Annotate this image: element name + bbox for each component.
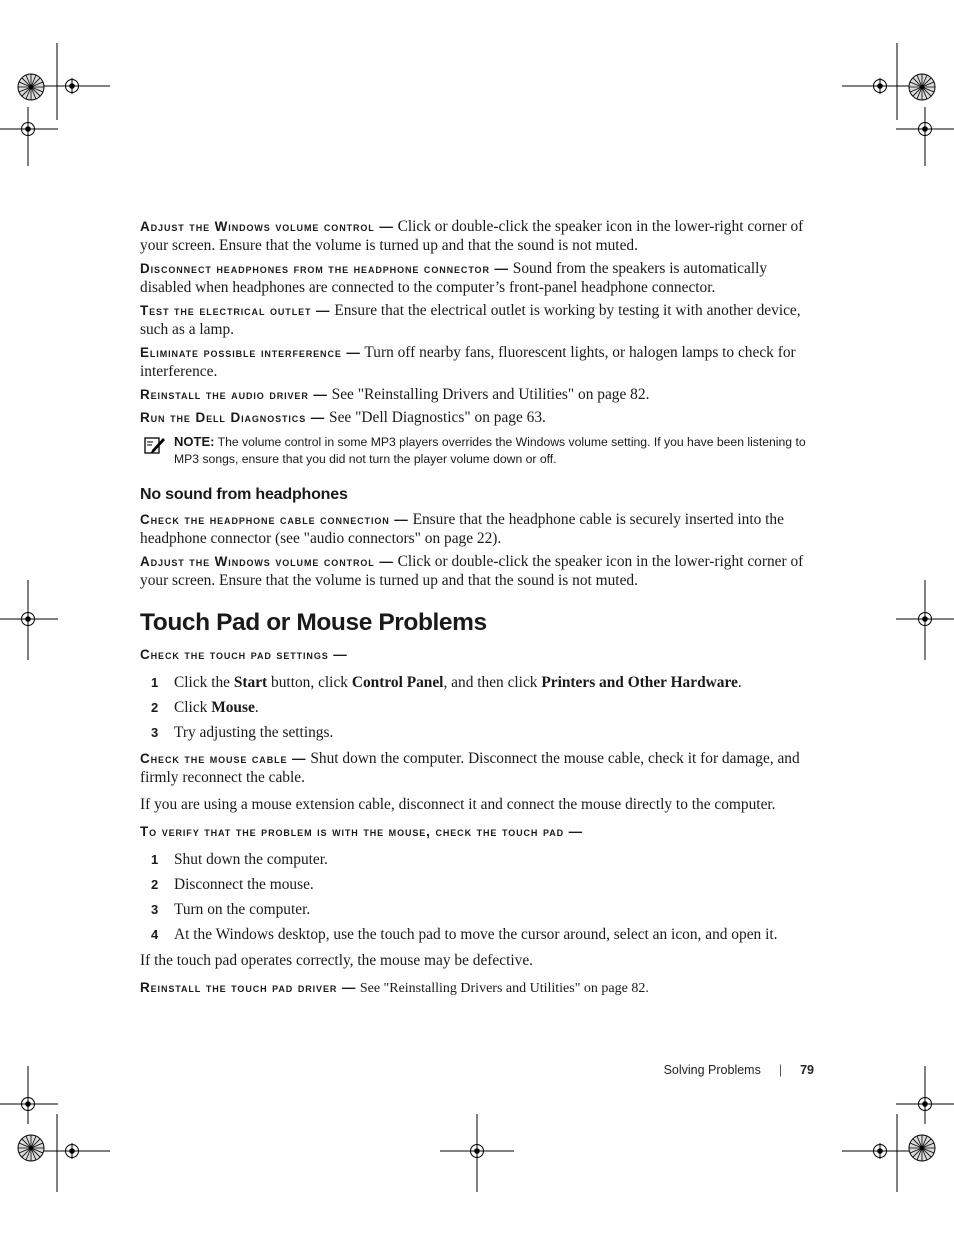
intro-items <box>140 217 812 427</box>
step-number: 2 <box>151 700 159 715</box>
list-item <box>140 720 812 745</box>
footer-section-title: Solving Problems <box>663 1063 761 1077</box>
tip-disconnect-headphones <box>140 259 812 297</box>
step-text: . <box>737 674 742 691</box>
tip-lead: Eliminate possible interference — <box>140 345 361 360</box>
tip-reinstall-audio-driver <box>140 385 812 404</box>
printers-hardware-ref: Printers and Other Hardware <box>541 674 738 691</box>
step-number: 4 <box>151 927 159 942</box>
list-item <box>140 670 812 695</box>
step-text: button, click <box>267 674 352 691</box>
touchpad-settings-steps <box>140 670 812 745</box>
tip-text: Sound from the speakers is automatically disabled when headphones are connected to the computer’s front-panel headphone connector. <box>140 260 768 296</box>
tip-text: Shut down the computer. Disconnect the mouse cable, check it for damage, and firmly reconnect the cable. <box>140 750 800 786</box>
tip-adjust-volume-2 <box>140 552 812 590</box>
note-box <box>140 433 812 468</box>
note-label: NOTE: <box>174 434 215 449</box>
defective-text: If the touch pad operates correctly, the mouse may be defective. <box>140 952 534 969</box>
list-item <box>140 897 812 922</box>
tip-test-outlet <box>140 301 812 339</box>
step-text: , and then click <box>443 674 542 691</box>
tip-text: Ensure that the electrical outlet is working by testing it with another device, such as a lamp. <box>140 302 801 338</box>
tip-check-mouse-cable <box>140 749 812 787</box>
tip-text: Ensure that the headphone cable is securely inserted into the headphone connector (see "audio connectors" on page 22). <box>140 511 784 547</box>
tip-lead: Adjust the Windows volume control — <box>140 219 394 234</box>
step-text: Try adjusting the settings. <box>174 724 334 741</box>
headphones-heading: No sound from headphones <box>140 486 348 503</box>
step-number: 3 <box>151 725 159 740</box>
note-text: The volume control in some MP3 players overrides the Windows volume setting. If you have been listening to MP3 songs, ensure that you did not turn the player volume down or off. <box>174 435 806 466</box>
step-text: At the Windows desktop, use the touch pad to move the cursor around, select an icon, and open it. <box>174 926 778 943</box>
tip-run-diagnostics <box>140 408 812 427</box>
step-text: . <box>254 699 259 716</box>
step-number: 1 <box>151 675 159 690</box>
tip-text: Turn off nearby fans, fluorescent lights, or halogen lamps to check for interference. <box>140 344 796 380</box>
tip-lead: Test the electrical outlet — <box>140 303 331 318</box>
tip-check-headphone-cable <box>140 510 812 548</box>
tip-text: Click or double-click the speaker icon in the lower-right corner of your screen. Ensure that the volume is turned up and that the sound is not muted. <box>140 553 804 589</box>
tip-text: Click or double-click the speaker icon in the lower-right corner of your screen. Ensure that the volume is turned up and that the sound is not muted. <box>140 218 804 254</box>
tip-text: See "Reinstalling Drivers and Utilities" on page 82. <box>331 386 650 403</box>
verify-mouse-steps <box>140 847 812 947</box>
list-item <box>140 847 812 872</box>
tip-check-touchpad-settings <box>140 645 812 664</box>
footer-separator: | <box>778 1063 783 1077</box>
mouse-ref: Mouse <box>211 699 255 716</box>
list-item <box>140 872 812 897</box>
tip-lead: Adjust the Windows volume control — <box>140 554 394 569</box>
page-footer <box>664 1063 814 1077</box>
tip-lead: To verify that the problem is with the mouse, check the touch pad — <box>140 824 584 839</box>
step-text: Disconnect the mouse. <box>174 876 314 893</box>
tip-lead: Check the headphone cable connection — <box>140 512 409 527</box>
step-number: 1 <box>151 852 159 867</box>
extension-cable-text: If you are using a mouse extension cable, disconnect it and connect the mouse directly to the computer. <box>140 796 776 813</box>
start-menu-ref: Start <box>233 674 268 691</box>
tip-verify-mouse <box>140 822 812 841</box>
tip-eliminate-interference <box>140 343 812 381</box>
tip-lead: Run the Dell Diagnostics — <box>140 410 326 425</box>
page-number: 79 <box>800 1063 814 1077</box>
tip-reinstall-touchpad-driver <box>140 978 812 998</box>
tip-lead: Reinstall the audio driver — <box>140 387 328 402</box>
touchpad-heading: Touch Pad or Mouse Problems <box>140 609 487 636</box>
step-text: Click <box>174 699 212 716</box>
step-number: 2 <box>151 877 159 892</box>
tip-lead: Check the mouse cable — <box>140 751 307 766</box>
step-text: Click the <box>174 674 234 691</box>
tip-text: See "Dell Diagnostics" on page 63. <box>329 409 546 426</box>
step-text: Turn on the computer. <box>174 901 311 918</box>
tip-adjust-volume <box>140 217 812 255</box>
list-item <box>140 695 812 720</box>
step-number: 3 <box>151 902 159 917</box>
list-item <box>140 922 812 947</box>
tip-lead: Disconnect headphones from the headphone connector — <box>140 261 509 276</box>
page-body <box>140 217 812 998</box>
tip-lead: Check the touch pad settings — <box>140 647 348 662</box>
note-pencil-icon <box>144 435 166 455</box>
control-panel-ref: Control Panel <box>351 674 444 691</box>
tip-text: See "Reinstalling Drivers and Utilities" on page 82. <box>359 981 649 996</box>
tip-lead: Reinstall the touch pad driver — <box>140 980 357 995</box>
step-text: Shut down the computer. <box>174 851 328 868</box>
